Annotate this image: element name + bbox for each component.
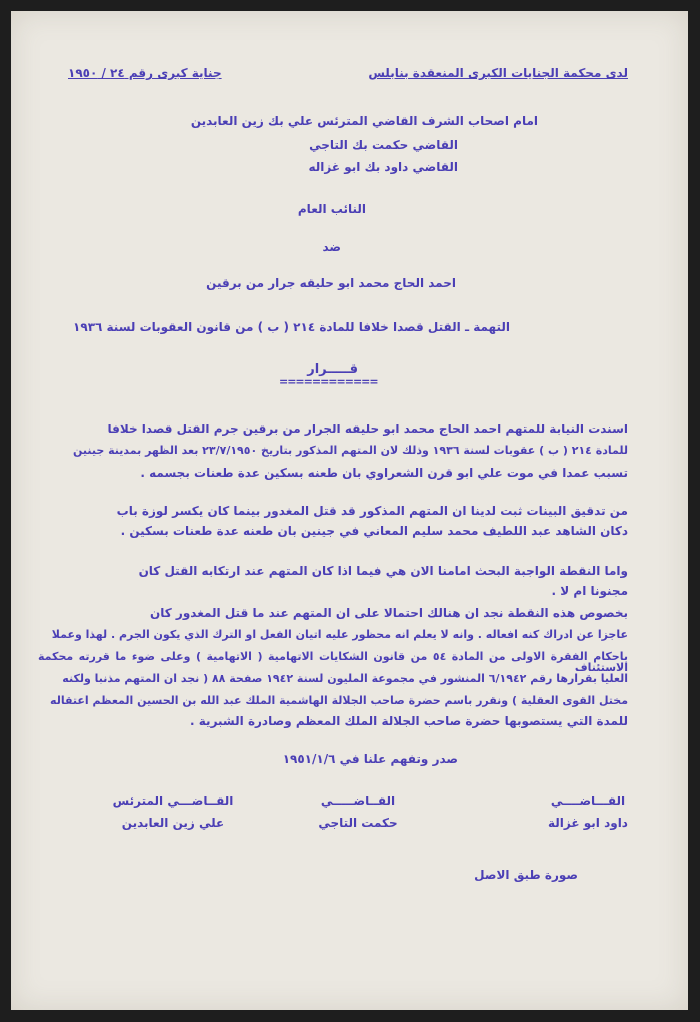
versus: ضد [322, 240, 341, 254]
prosecution: النائب العام [297, 202, 366, 216]
panel-line-2: القاضي حكمت بك التاجي [309, 138, 458, 152]
paragraph-4-line-4: العليا بقرارها رقم ٦/١٩٤٢ المنشور في مجموعة المليون لسنة ١٩٤٢ صفحة ٨٨ ( نجد ان المتهم مذنبا ولكنه [62, 672, 628, 685]
document-page [11, 11, 688, 1010]
paragraph-3-line-1: واما النقطة الواجبة البحث امامنا الان هي فيما اذا كان المتهم عند ارتكابه القتل كان [138, 564, 628, 578]
paragraph-4-line-6: للمدة التي يستصوبها حضرة صاحب الجلالة الملك المعظم وصادرة الشبرية . [190, 714, 628, 728]
paragraph-4-line-3: باحكام الفقرة الاولى من المادة ٥٤ من قانون الشكايات الاتهامية ( الاتهامية ) وعلى ضوء ما قررته محكمة الاستئناف [38, 650, 628, 674]
signature-title-1: القـــاضــــي [550, 794, 626, 808]
paragraph-4-line-1: بخصوص هذه النقطة نجد ان هنالك احتمالا على ان المتهم عند ما قتل المغدور كان [150, 606, 628, 620]
paragraph-1-line-1: اسندت النيابة للمتهم احمد الحاج محمد ابو حليقه الجرار من برقين جرم القتل قصدا خلافا [107, 422, 628, 436]
accused-name: احمد الحاج محمد ابو حليقه جرار من برقين [206, 276, 456, 290]
court-header: لدى محكمة الجنايات الكبرى المنعقدة بنابلس [368, 66, 628, 80]
panel-line-1: امام اصحاب الشرف القاضي المترئس علي بك زين العابدين [190, 114, 538, 128]
paragraph-2-line-2: دكان الشاهد عبد اللطيف محمد سليم المعاني في جينين بان طعنه عدة طعنات بسكين . [120, 524, 628, 538]
paragraph-1-line-3: تسبب عمدا في موت علي ابو قرن الشعراوي بان طعنه بسكين عدة طعنات بجسمه . [140, 466, 628, 480]
date-line: صدر وتفهم علنا في ١٩٥١/١/٦ [282, 752, 458, 766]
charge-line: التهمة ـ القتل قصدا خلافا للمادة ٢١٤ ( ب ) من قانون العقوبات لسنة ١٩٣٦ [73, 320, 510, 334]
paragraph-4-line-5: مختل القوى العقلية ) ونقرر باسم حضرة صاحب الجلالة الهاشمية الملك عبد الله بن الحسين المعظم اعتقاله [50, 694, 628, 707]
signature-name-2: حكمت التاجي [318, 816, 398, 830]
signature-title-3: القــاضـــي المترئس [112, 794, 234, 808]
case-number: جناية كبرى رقم ٢٤ / ١٩٥٠ [68, 66, 222, 80]
panel-line-3: القاضي داود بك ابو غزاله [308, 160, 458, 174]
signature-name-1: داود ابو غزالة [548, 816, 628, 830]
decision-underline: ============ [279, 375, 378, 388]
paragraph-1-line-2: للمادة ٢١٤ ( ب ) عقوبات لسنة ١٩٣٦ وذلك لان المتهم المذكور بتاريخ ٢٣/٧/١٩٥٠ بعد الظهر بمدينة جينين [72, 444, 628, 457]
decision-title: قـــــرار [307, 362, 358, 377]
paragraph-4-line-2: عاجزا عن ادراك كنه افعاله . وانه لا يعلم انه محظور عليه اتيان الفعل او الترك الذي يكون الجرم . لهذا وعملا [51, 628, 628, 641]
true-copy-note: صورة طبق الاصل [474, 868, 578, 882]
signature-name-3: علي زين العابدين [121, 816, 225, 830]
paragraph-3-line-2: مجنونا ام لا . [551, 584, 628, 598]
signature-title-2: القــاضـــــي [320, 794, 396, 808]
paragraph-2-line-1: من تدقيق البينات ثبت لدينا ان المتهم المذكور قد قتل المغدور بينما كان يكسر لوزة باب [116, 504, 628, 518]
